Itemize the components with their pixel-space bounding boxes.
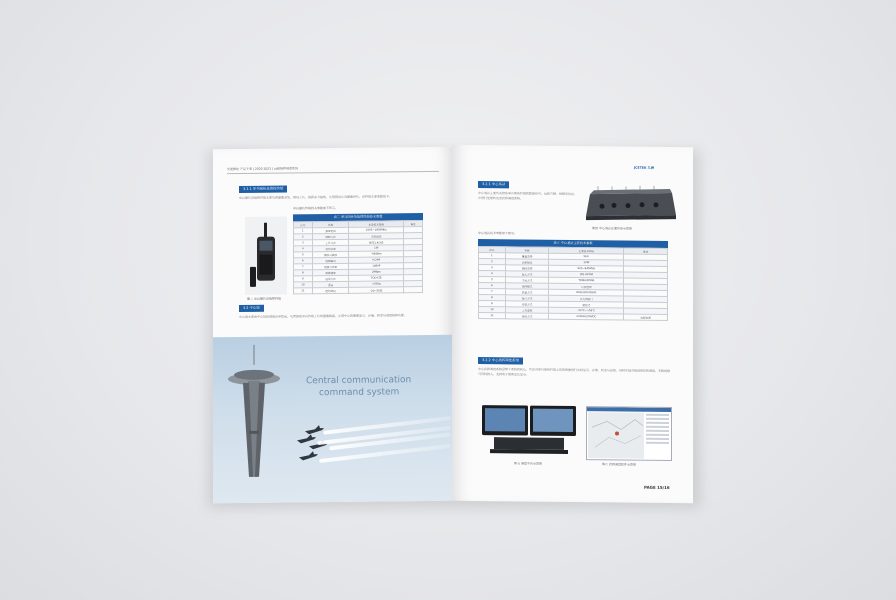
column-header: 主要技术指标 bbox=[349, 221, 404, 228]
table-cell: 1W bbox=[349, 245, 404, 252]
table-caption: 表二 单兵图传及指挥终端技术参数 bbox=[293, 213, 423, 221]
base-station-image bbox=[582, 182, 680, 225]
figure-caption-terminal: 图三 单兵图传及指挥终端 bbox=[247, 296, 281, 301]
dispatch-console-image bbox=[480, 403, 578, 458]
table-cell: 标配电源 bbox=[624, 314, 668, 320]
table-cell: 接入方式 bbox=[505, 271, 549, 277]
figure-caption-software: 图六 指挥调度软件示意图 bbox=[602, 462, 636, 467]
table-cell: 1 bbox=[479, 253, 506, 259]
table-cell: 7 bbox=[294, 264, 313, 270]
column-header: 序号 bbox=[479, 247, 506, 253]
table-cell: -20℃~+55℃ bbox=[549, 307, 624, 314]
table-cell: 11 bbox=[294, 288, 313, 294]
table-cell: 安装方式 bbox=[505, 301, 549, 307]
table-cell: -95dBm bbox=[349, 251, 404, 258]
table-cell: 频段范围 bbox=[505, 265, 549, 271]
left-page-header: 光通播控 产品手册 | 2020 2021 | 远程指挥调度系统 bbox=[227, 166, 299, 172]
section-title-3-2-2: 3.2.2 中心指挥调度系统 bbox=[478, 357, 523, 364]
table-caption: 表三 中心基站主要技术参数 bbox=[478, 239, 668, 248]
table-cell bbox=[404, 287, 423, 293]
cover-title-line2: command system bbox=[319, 387, 400, 399]
table-cell: 1080P bbox=[349, 263, 404, 270]
table-cell: 双向通信 bbox=[349, 233, 404, 240]
section-text-3-2-2: 中心指挥调度系统是整个系统的核心，负责对单兵图传终端上传的图像进行实时显示、存储、转发与回放，同时实现对现场的指挥调度，多路视频可同时接入，支持电子地图定位显示。 bbox=[478, 367, 671, 377]
section-title-3-1-1: 3.1.1 单兵图传及指挥终端 bbox=[239, 185, 287, 193]
table-cell: 220VAC/24VDC bbox=[549, 313, 624, 320]
handheld-terminal-image bbox=[245, 216, 287, 294]
table-cell: -20~55度 bbox=[349, 287, 404, 294]
table-cell: 3 bbox=[479, 265, 506, 271]
table-row bbox=[294, 287, 423, 294]
table-cell: 组网模式 bbox=[505, 283, 549, 289]
table-intro: 单兵图传终端技术参数如下所示。 bbox=[293, 205, 339, 211]
table-cell: 2Mbps bbox=[349, 269, 404, 276]
column-header: 名称 bbox=[505, 247, 549, 253]
table-cell: 工作方式 bbox=[312, 239, 349, 245]
figure-caption-base-station: 图四 中心基站正面外形示意图 bbox=[592, 226, 632, 231]
table-cell: 800/1200/2600 bbox=[549, 289, 624, 296]
table-cell: LTE-OFDM bbox=[549, 271, 624, 278]
table-cell: 使用环境 bbox=[312, 287, 349, 293]
table-cell: TDMA/FDMA bbox=[549, 277, 624, 284]
table-cell: 视频分辨率 bbox=[312, 263, 349, 269]
dispatch-software-image bbox=[586, 406, 672, 461]
table-cell: 视频编码 bbox=[312, 257, 349, 263]
table-cell: H.264 bbox=[349, 257, 404, 264]
column-header: 备注 bbox=[404, 221, 423, 227]
table-cell: 2 bbox=[479, 259, 506, 265]
section-text-3-2-1: 中心基站主要负责接收单兵图传终端的数据信号，包括音频、视频等信息，并进行处理转发至指挥调度系统。 bbox=[478, 191, 578, 200]
brochure-left-page bbox=[213, 147, 453, 504]
table-cell: 1 bbox=[294, 228, 313, 234]
table-cell: 以太网接口 bbox=[549, 295, 624, 302]
table-cell: 星状组网 bbox=[549, 283, 624, 290]
space-needle-photo bbox=[213, 335, 453, 504]
table-cell: TDD-LTE bbox=[349, 275, 404, 282]
section-title-3-2: 3.2 中心端 bbox=[239, 305, 264, 312]
table-cell: 6 bbox=[479, 283, 506, 289]
table-cell: 接口方式 bbox=[505, 295, 549, 301]
table-cell: 6 bbox=[294, 258, 313, 264]
section-text-3-2: 中心端主要由中心站和调度台等组成，负责接收单兵终端上传的图像数据，实现中心的图像显示、存储、转发与调度指挥功能。 bbox=[239, 313, 408, 319]
table-cell: 工作温度 bbox=[505, 307, 549, 313]
table-cell: 9 bbox=[294, 276, 313, 282]
column-header: 序号 bbox=[294, 222, 313, 228]
table-cell: 覆盖范围 bbox=[505, 253, 549, 259]
table-cell: 壁挂式 bbox=[549, 301, 624, 308]
table-cell: 9 bbox=[479, 301, 506, 307]
table-cell: 供电方式 bbox=[505, 313, 549, 319]
table-cell: 5 bbox=[479, 277, 506, 283]
table-cell: 7 bbox=[479, 289, 506, 295]
table-base-station-specs bbox=[478, 239, 668, 321]
table-cell: 5 bbox=[294, 252, 313, 258]
table-cell: 数据速率 bbox=[312, 269, 349, 275]
table-cell: 605~845MHz bbox=[549, 265, 624, 272]
table-cell: 8 bbox=[294, 270, 313, 276]
column-header: 名称 bbox=[312, 221, 349, 227]
table-cell: 重量 bbox=[312, 281, 349, 287]
table-cell: 调制方式 bbox=[312, 233, 349, 239]
table-cell: <500g bbox=[349, 281, 404, 288]
table-row bbox=[479, 313, 668, 321]
table-intro-right: 中心基站技术参数如下所示。 bbox=[478, 231, 518, 236]
table-cell: 通信方式 bbox=[312, 275, 349, 281]
table-cell: 多址方式 bbox=[505, 277, 549, 283]
brand-logo: JCETEK 九洲 bbox=[634, 165, 655, 170]
table-cell: 频宽1.4/3/5 bbox=[349, 239, 404, 246]
column-header: 主要技术指标 bbox=[549, 247, 624, 254]
page-number: PAGE 15/16 bbox=[644, 484, 670, 491]
table-cell: 频率范围 bbox=[312, 227, 349, 233]
header-divider bbox=[227, 171, 439, 174]
table-cell: 2 bbox=[294, 234, 313, 240]
table-cell: 8 bbox=[479, 295, 506, 301]
column-header: 备注 bbox=[624, 248, 668, 254]
table-cell: 3 bbox=[294, 240, 313, 246]
table-cell: 信道方式 bbox=[505, 289, 549, 295]
section-title-3-2-1: 3.2.1 中心基站 bbox=[478, 181, 509, 188]
table-terminal-specs bbox=[293, 213, 423, 294]
table-cell: 接收灵敏度 bbox=[312, 251, 349, 257]
table-cell: 4 bbox=[479, 271, 506, 277]
cover-title-line1: Central communication bbox=[306, 375, 412, 387]
table-cell: 发射功率 bbox=[312, 245, 349, 251]
brochure-right-page bbox=[452, 145, 693, 504]
section-text-3-1-1: 单兵图传及指挥终端主要负责图像采集、现场上传、指挥命令接收，实现现场实况图像回传。该终端主要参数如下。 bbox=[239, 194, 393, 200]
table-cell: 10 bbox=[294, 282, 313, 288]
table-cell: 5km bbox=[549, 253, 624, 260]
table-cell: 11 bbox=[479, 313, 506, 319]
figure-caption-console: 图五 调度平台示意图 bbox=[514, 461, 542, 466]
table-cell: 4 bbox=[294, 246, 313, 252]
table-cell: 1605~1805MHz bbox=[349, 227, 404, 234]
table-cell: 功率输出 bbox=[505, 259, 549, 265]
table-cell: 10W bbox=[549, 259, 624, 266]
table-cell: 10 bbox=[479, 307, 506, 313]
